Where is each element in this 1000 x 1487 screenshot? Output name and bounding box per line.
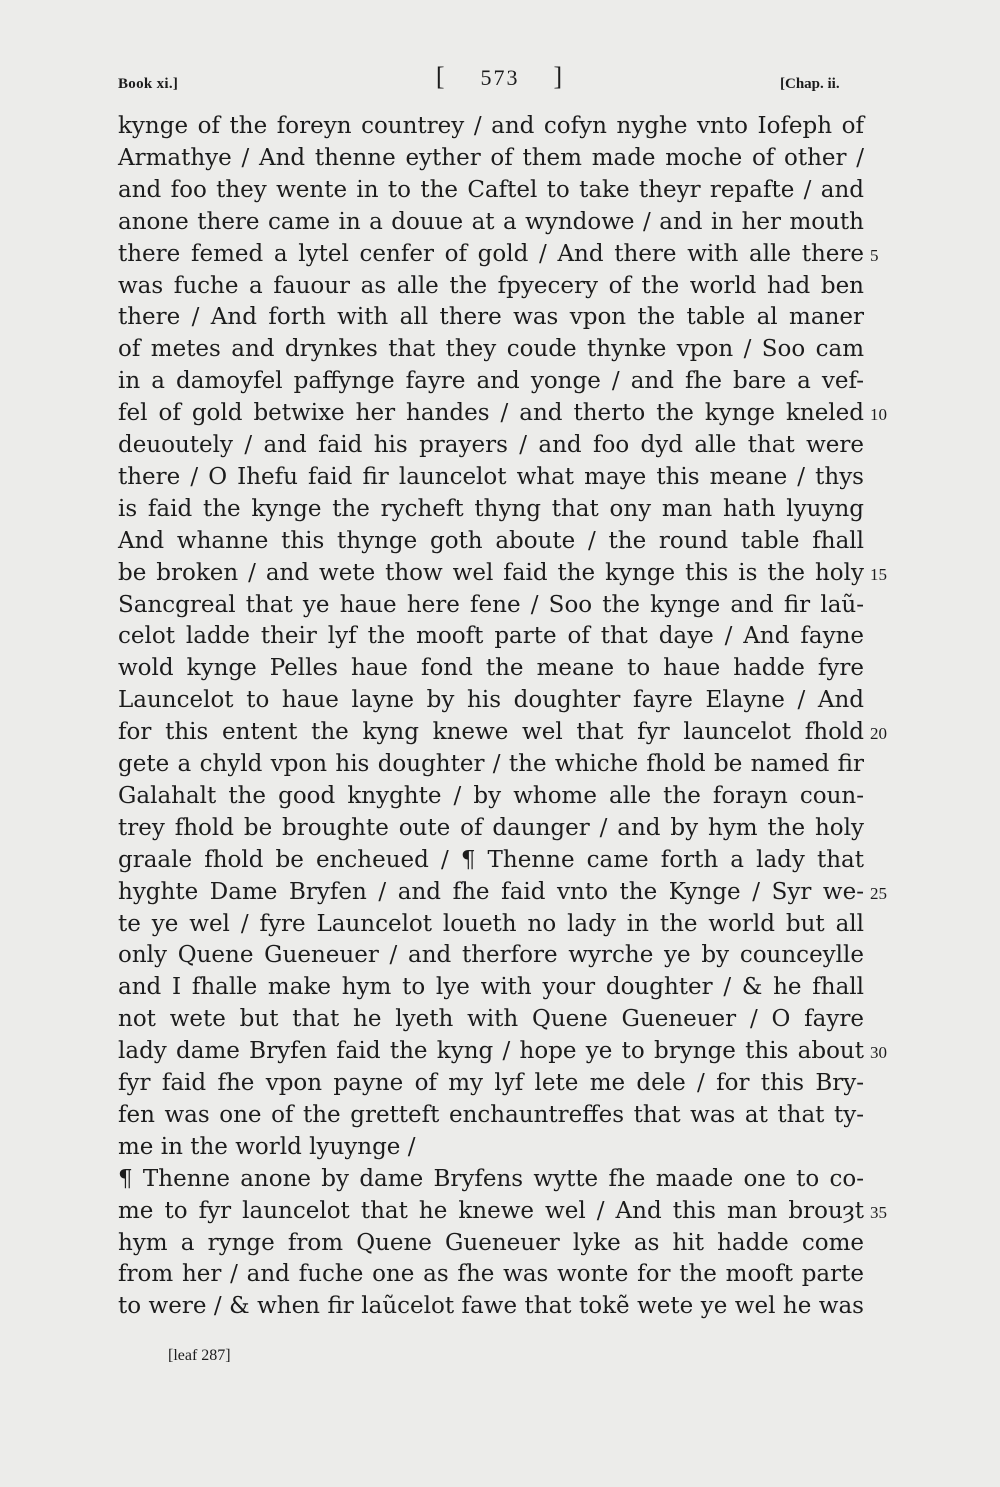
text-line: me to fyr launcelot that he knewe wel / And this man brouȝt [118,1197,864,1224]
text-line: not wete but that he lyeth with Quene Gueneuer / O fayre [118,1006,864,1033]
text-line: Armathye / And thenne eyther of them made moche of other / [118,144,864,171]
line-number: 30 [870,1043,887,1063]
text-line: deuoutely / and faid his prayers / and foo dyd alle that were [118,432,864,458]
line-number: 10 [870,405,887,425]
line-number: 5 [870,245,879,265]
text-line: Sancgreal that ye haue here fene / Soo the kynge and fir laũ- [118,591,864,618]
text-line: from her / and fuche one as fhe was wonte for the mooft parte [118,1261,864,1288]
text-line: fyr faid fhe vpon payne of my lyf lete me dele / for this Bry- [118,1070,864,1096]
page-number-header [0,62,1000,92]
text-line: only Quene Gueneuer / and therfore wyrche ye by counceylle [118,942,864,969]
text-line: is faid the kynge the rycheft thyng that ony man hath lyuyng [118,495,864,522]
text-line: for this entent the kyng knewe wel that fyr launcelot fhold [118,719,864,746]
book-label: Book xi.] [118,76,179,92]
text-line: to were / & when fir laũcelot fawe that tokẽ wete ye wel he was [118,1293,864,1320]
text-line: celot ladde their lyf the mooft parte of that daye / And fayne [118,623,864,650]
text-line: wold kynge Pelles haue fond the meane to haue hadde fyre [118,655,864,682]
text-line: anone there came in a douue at a wyndowe / and in her mouth [118,208,864,235]
line-number: 15 [870,564,887,584]
text-line: and I fhalle make hym to lye with your doughter / & he fhall [118,974,864,1001]
text-line: fen was one of the gretteft enchauntreffes that was at that ty- [118,1101,864,1128]
text-line: me in the world lyuynge / [118,1133,416,1160]
running-head [0,0,1000,110]
text-line: fel of gold betwixe her handes / and therto the kynge kneled [118,400,864,427]
text-line: graale fhold be encheued / ¶ Thenne came forth a lady that [118,846,864,873]
text-line: there / And forth with all there was vpon the table al maner [118,304,864,331]
page-number: 573 [480,65,520,90]
page-bracket-open: [ [435,62,447,91]
text-line: lady dame Bryfen faid the kyng / hope ye to brynge this about [118,1038,864,1065]
text-line: And whanne this thynge goth aboute / the round table fhall [118,527,864,554]
text-line: hyghte Dame Bryfen / and fhe faid vnto the Kynge / Syr we- [118,878,864,905]
text-line: kynge of the foreyn countrey / and cofyn nyghe vnto Iofeph of [118,113,864,139]
text-line: ¶ Thenne anone by dame Bryfens wytte fhe maade one to co- [118,1165,864,1192]
text-line: Galahalt the good knyghte / by whome alle the forayn coun- [118,782,864,809]
text-line: te ye wel / fyre Launcelot loueth no lady in the world but all [118,910,864,937]
text-line: there femed a lytel cenfer of gold / And there with alle there [118,240,864,267]
text-line: Launcelot to haue layne by his doughter fayre Elayne / And [118,687,864,714]
text-line: of metes and drynkes that they coude thynke vpon / Soo cam [118,336,864,363]
line-number: 35 [870,1202,887,1222]
page-bracket-close: ] [553,62,565,91]
text-line: trey fhold be broughte oute of daunger / and by hym the holy [118,814,864,841]
text-line: hym a rynge from Quene Gueneuer lyke as hit hadde come [118,1229,864,1256]
text-line: be broken / and wete thow wel faid the kynge this is the holy [118,559,864,586]
text-line: gete a chyld vpon his doughter / the whiche fhold be named fir [118,751,864,777]
text-line: and foo they wente in to the Caftel to take theyr repafte / and [118,176,864,203]
line-number: 20 [870,724,887,744]
text-line: was fuche a fauour as alle the fpyecery of the world had ben [118,272,864,299]
line-number: 25 [870,883,887,903]
leaf-signature: [leaf 287] [168,1347,231,1364]
text-line: in a damoyfel paffynge fayre and yonge / and fhe bare a vef- [118,368,864,395]
text-line: there / O Ihefu faid fir launcelot what maye this meane / thys [118,463,864,490]
chapter-label: [Chap. ii. [780,76,840,92]
